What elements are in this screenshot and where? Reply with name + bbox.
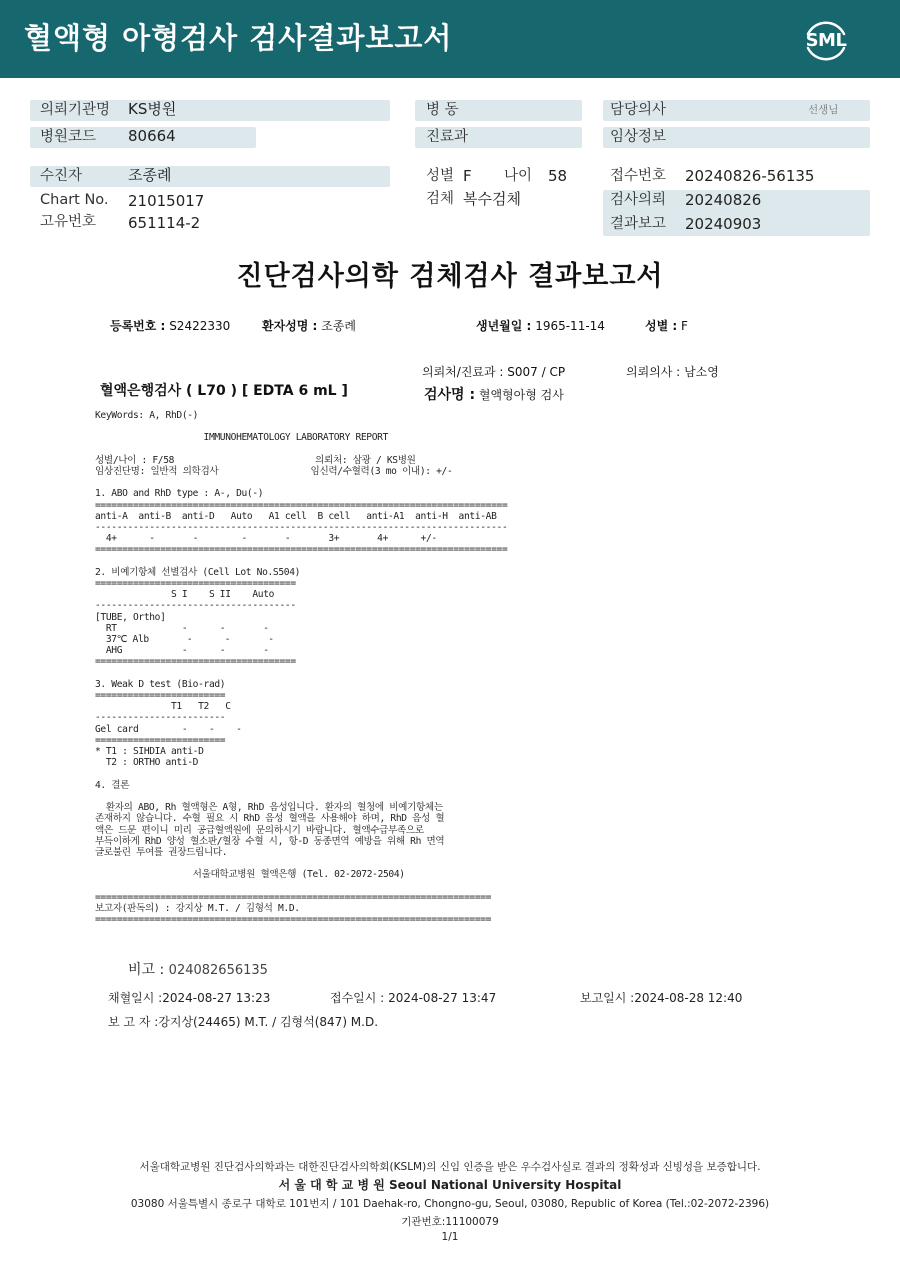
sex-value: F [463, 167, 472, 185]
doc-dept [422, 364, 565, 380]
report-date-value: 20240903 [685, 215, 762, 233]
req-date-label: 검사의뢰 [610, 192, 667, 208]
patient-name-label: 환자성명 : [262, 319, 318, 333]
patient-value: 조종례 [128, 166, 172, 184]
hospital-code-value: 80664 [128, 127, 176, 145]
clinical-label: 임상정보 [610, 129, 667, 145]
patient-label: 수진자 [40, 168, 83, 184]
logo-text: SML [805, 30, 847, 51]
dept-label: 진료과 [426, 129, 469, 145]
test-name [424, 387, 564, 403]
report-time [580, 990, 742, 1006]
doc-dept-value: S007 / CP [507, 365, 566, 379]
doc-sex [645, 318, 688, 334]
remark-note-value: 024082656135 [168, 963, 268, 978]
uid-label: 고유번호 [40, 214, 97, 230]
specimen-label: 검체 [426, 191, 455, 207]
footer-hospital: 서 울 대 학 교 병 원 Seoul National University Hospital [278, 1178, 622, 1192]
age-label: 나이 [504, 168, 533, 184]
footer-address: 03080 서울특별시 종로구 대학로 101번지 / 101 Daehak-ro, Chongno-gu, Seoul, 03080, Republic of Korea (Tel.:02-2072-2396) [130, 1198, 770, 1210]
doc-dept-label: 의뢰처/진료과 : [422, 365, 504, 379]
reg-no-value: S2422330 [169, 319, 231, 333]
receive-time-label: 접수일시 : [330, 991, 385, 1005]
report-time-value: 2024-08-28 12:40 [634, 991, 743, 1005]
reg-no [110, 318, 230, 334]
doc-sex-label: 성별 : [645, 319, 678, 333]
receipt-label: 접수번호 [610, 168, 667, 184]
hospital-code-label: 병원코드 [40, 129, 97, 145]
remark-note [128, 962, 268, 979]
sex-label: 성별 [426, 168, 455, 184]
report-date-label: 결과보고 [610, 216, 667, 232]
remark-note-label: 비고 : [128, 962, 165, 978]
reg-no-label: 등록번호 : [110, 319, 166, 333]
test-name-label: 검사명 : [424, 387, 476, 403]
collect-time-label: 채혈일시 : [108, 991, 163, 1005]
receive-time [330, 990, 496, 1006]
patient-name-value: 조종례 [321, 319, 356, 333]
collect-time-value: 2024-08-27 13:23 [162, 991, 271, 1005]
chart-label: Chart No. [40, 192, 109, 208]
footer-cert: 서울대학교병원 진단검사의학과는 대한진단검사의학회(KSLM)의 신임 인증을 받은 우수검사실로 결과의 정확성과 신빙성을 보증합니다. [139, 1161, 761, 1173]
doctor-suffix: 선생님 [808, 104, 839, 116]
sml-logo [798, 12, 854, 68]
collect-time [108, 990, 270, 1006]
doctor-label: 담당의사 [610, 102, 667, 118]
patient-box [30, 166, 390, 187]
receipt-value: 20240826-56135 [685, 167, 815, 185]
age-value: 58 [548, 167, 568, 185]
doc-doctor-label: 의뢰의사 : [626, 365, 681, 379]
header-bar [0, 0, 900, 78]
reporter-value: 강지상(24465) M.T. / 김형석(847) M.D. [158, 1015, 379, 1029]
footer-inst-no: 기관번호:11100079 [401, 1216, 499, 1228]
test-name-value: 혈액형아형 검사 [478, 388, 564, 402]
birth-date-value: 1965-11-14 [535, 319, 605, 333]
birth-date-label: 생년월일 : [476, 319, 532, 333]
request-org-value: KS병원 [128, 100, 177, 118]
report-time-label: 보고일시 : [580, 991, 635, 1005]
reporter [108, 1014, 378, 1030]
doc-doctor [626, 364, 719, 380]
reporter-label: 보 고 자 : [108, 1015, 159, 1029]
uid-value: 651114-2 [128, 214, 201, 232]
doc-sex-value: F [681, 319, 688, 333]
req-date-value: 20240826 [685, 191, 762, 209]
receive-time-value: 2024-08-27 13:47 [388, 991, 497, 1005]
page-number: 1/1 [441, 1231, 459, 1243]
ward-label: 병 동 [426, 102, 459, 118]
report-body: KeyWords: A, RhD(-) IMMUNOHEMATOLOGY LABORATORY REPORT 성별/나이 : F/58 의뢰처: 삼광 / KS병원 임상진단명: 일반적 의학검사 임신력/수혈력(3 mo 이내): +/- 1. ABO and RhD type : A-, Du(-) ============================================================================ anti-A anti-B anti-D Auto A1 cell B cell anti-A1 anti-H anti-AB ---------------------------------------------------------------------------- 4+ - - - - 3+ 4+ +/- ============================================================================ 2. 비예기항체 선별검사 (Cell Lot No.S504) ===================================== S I S II Auto ------------------------------------- [TUBE, Ortho] RT - - - 37℃ Alb - - - AHG - - - ===================================== 3. Weak D test (Bio-rad) ======================== T1 T2 C ------------------------ Gel card - - - ======================== * T1 : SIHDIA anti-D T2 : ORTHO anti-D 4. 결론 환자의 ABO, Rh 혈액형은 A형, RhD 음성입니다. 환자의 혈청에 비예기항체는 존재하지 않습니다. 수혈 필요 시 RhD 음성 혈액을 사용해야 하며, RhD 음성 혈 액은 드문 편이니 미리 공급혈액원에 문의하시기 바랍니다. 혈액수급부족으로 부득이하게 RhD 양성 혈소판/혈장 수혈 시, 항-D 동종면역 예방을 위해 Rh 면역 글로불린 투여를 권장드립니다. 서울대학교병원 혈액은행 (Tel. 02-2072-2504) ========================================================================= 보고자(판독의) : 강지상 M.T. / 김형석 M.D. ========================================================================= [95, 410, 508, 926]
patient-name [262, 318, 356, 334]
chart-value: 21015017 [128, 192, 205, 210]
specimen-value: 복수검체 [463, 190, 521, 208]
request-org-label: 의뢰기관명 [40, 102, 111, 118]
report-title: 혈액형 아형검사 검사결과보고서 [24, 21, 453, 55]
document-title: 진단검사의학 검체검사 결과보고서 [236, 261, 664, 292]
test-group: 혈액은행검사 ( L70 ) [ EDTA 6 mL ] [100, 383, 348, 399]
doc-doctor-value: 남소영 [684, 365, 719, 379]
birth-date [476, 318, 605, 334]
